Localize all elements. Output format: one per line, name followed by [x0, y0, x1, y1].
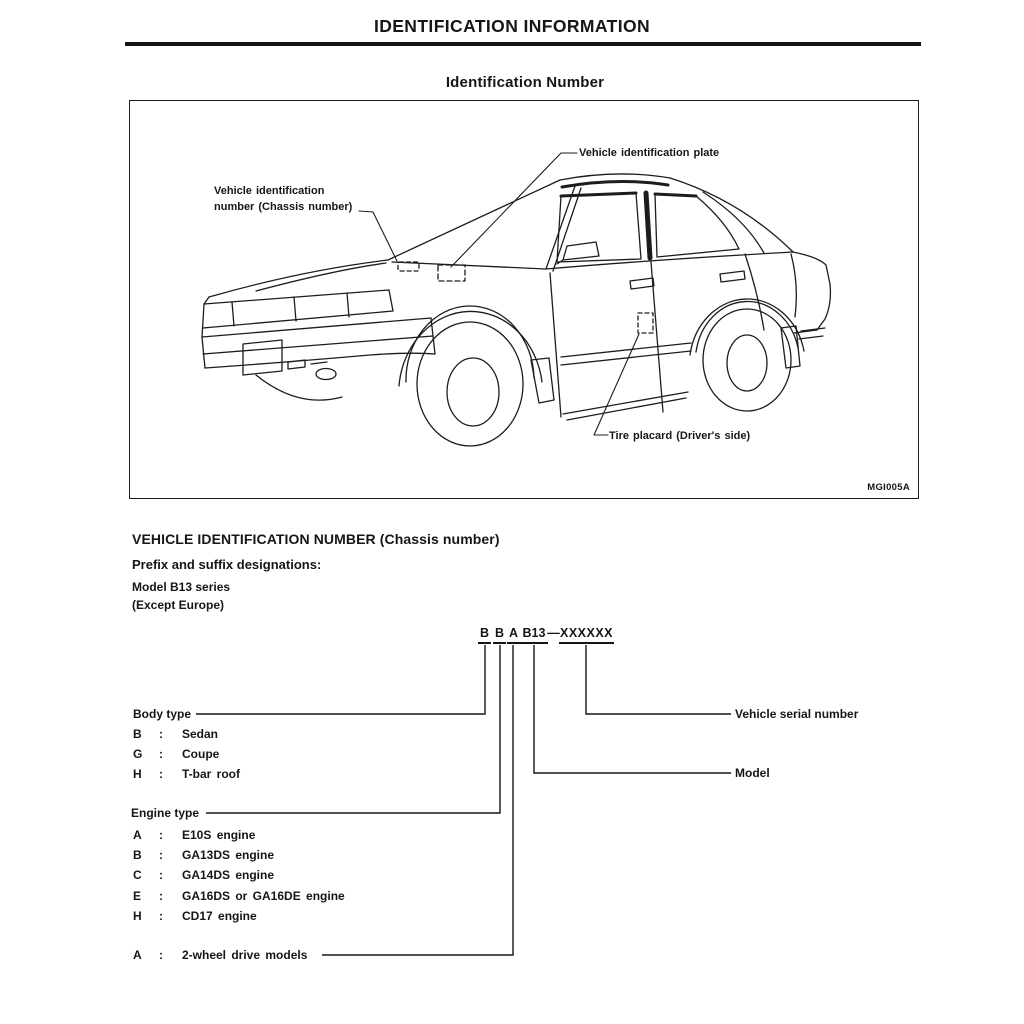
- row-desc: GA13DS engine: [182, 848, 275, 862]
- figure-title: Identification Number: [445, 74, 605, 91]
- title-rule: [125, 42, 921, 46]
- model-label: Model: [735, 766, 770, 780]
- market-line: (Except Europe): [132, 598, 225, 612]
- row-code: C: [133, 868, 142, 882]
- vin-seg-engine: B: [493, 626, 506, 644]
- fog-lamp: [316, 369, 336, 380]
- vin-plate-callout: Vehicle identification plate: [579, 147, 720, 159]
- row-colon: :: [159, 889, 163, 903]
- a-pillar-far: [388, 180, 560, 260]
- tire-placard-callout: Tire placard (Driver's side): [609, 430, 751, 442]
- vin-number-callout-line1: Vehicle identification: [214, 185, 325, 197]
- rear-rim: [727, 335, 767, 391]
- front-edge: [202, 297, 209, 368]
- body-type-connector: [196, 645, 485, 714]
- figure-code: MGI005A: [867, 482, 910, 493]
- front-mudflap: [531, 358, 554, 403]
- vin-dash: —: [547, 626, 560, 640]
- headlight-band-end: [389, 290, 393, 311]
- rear-door-handle: [720, 271, 745, 282]
- row-desc: Coupe: [182, 747, 220, 761]
- section-subheading: Prefix and suffix designations:: [132, 557, 322, 572]
- mid-door-gap: [651, 262, 663, 412]
- vin-seg-model: B13: [520, 626, 548, 644]
- front-door-handle: [630, 278, 654, 289]
- row-code: B: [133, 727, 142, 741]
- drive-connector: [322, 645, 513, 955]
- body-type-row: [133, 747, 219, 761]
- vin-number-callout: [214, 183, 352, 215]
- body-type-label: Body type: [133, 707, 192, 721]
- model-series-line: Model B13 series: [132, 580, 231, 594]
- roof-line: [560, 174, 670, 180]
- vin-seg-drive: A: [507, 626, 520, 644]
- row-desc: CD17 engine: [182, 909, 257, 923]
- figure-box: [129, 100, 919, 499]
- car-line-art: [130, 101, 917, 497]
- row-desc: GA14DS engine: [182, 868, 275, 882]
- hood-edge: [209, 260, 388, 297]
- vin-plate-marker: [438, 265, 465, 281]
- row-colon: :: [159, 909, 163, 923]
- row-colon: :: [159, 868, 163, 882]
- hood-crease: [256, 263, 386, 291]
- row-code: G: [133, 747, 143, 761]
- row-code: A: [133, 948, 142, 962]
- vin-number-callout-line2: number (Chassis number): [214, 201, 353, 213]
- trunk-gap: [791, 254, 796, 317]
- row-colon: :: [159, 747, 163, 761]
- rear-tire: [703, 309, 791, 411]
- cowl-line: [392, 262, 546, 269]
- serial-number-label: Vehicle serial number: [735, 707, 859, 721]
- front-rim: [447, 358, 499, 426]
- tire-leader-line: [594, 334, 639, 435]
- body-type-row: [133, 767, 240, 781]
- rear-door-window: [655, 194, 739, 257]
- row-desc: T-bar roof: [182, 767, 240, 781]
- c-pillar: [703, 192, 764, 253]
- drive-row: [133, 948, 307, 962]
- vin-seg-body: B: [478, 626, 491, 644]
- engine-type-row: [133, 848, 274, 862]
- rear-pillar-slope: [670, 178, 793, 252]
- row-code: B: [133, 848, 142, 862]
- bumper-top: [202, 318, 431, 337]
- valance: [205, 353, 435, 368]
- row-code: H: [133, 909, 142, 923]
- engine-type-label: Engine type: [131, 806, 200, 820]
- engine-type-row: [133, 889, 345, 903]
- license-plate: [243, 340, 282, 375]
- front-door-gap: [550, 273, 561, 417]
- row-code: H: [133, 767, 142, 781]
- row-code: E: [133, 889, 142, 903]
- engine-type-row: [133, 868, 274, 882]
- engine-type-row: [133, 828, 255, 842]
- page-title: IDENTIFICATION INFORMATION: [373, 16, 651, 36]
- model-connector: [534, 645, 731, 773]
- row-desc: E10S engine: [182, 828, 256, 842]
- row-desc: GA16DS or GA16DE engine: [182, 889, 345, 903]
- section-heading: VEHICLE IDENTIFICATION NUMBER (Chassis number): [132, 531, 500, 547]
- engine-type-connector: [206, 645, 500, 813]
- row-colon: :: [159, 727, 163, 741]
- vin-seg-serial: XXXXXX: [559, 626, 614, 644]
- row-desc: 2-wheel drive models: [182, 948, 308, 962]
- headlight-band-bottom: [203, 311, 393, 328]
- row-colon: :: [159, 848, 163, 862]
- rear-door-gap: [745, 254, 764, 330]
- bumper-strip: [203, 336, 433, 354]
- row-colon: :: [159, 767, 163, 781]
- body-type-row: [133, 727, 218, 741]
- row-desc: Sedan: [182, 727, 219, 741]
- rear-face: [817, 284, 830, 330]
- row-colon: :: [159, 948, 163, 962]
- rear-window-trim: [655, 194, 696, 196]
- row-code: A: [133, 828, 142, 842]
- trunk-lid: [793, 252, 830, 284]
- serial-connector: [586, 645, 731, 714]
- vin-leader-line: [359, 211, 397, 261]
- b-pillar: [646, 193, 650, 258]
- roof-drip: [562, 181, 668, 187]
- front-wheel-arch: [406, 306, 534, 382]
- rocker-lines: [563, 392, 688, 420]
- engine-type-row: [133, 909, 257, 923]
- front-tire: [417, 322, 523, 446]
- row-colon: :: [159, 828, 163, 842]
- bumper-slots: [288, 360, 327, 369]
- tire-placard-marker: [638, 313, 653, 333]
